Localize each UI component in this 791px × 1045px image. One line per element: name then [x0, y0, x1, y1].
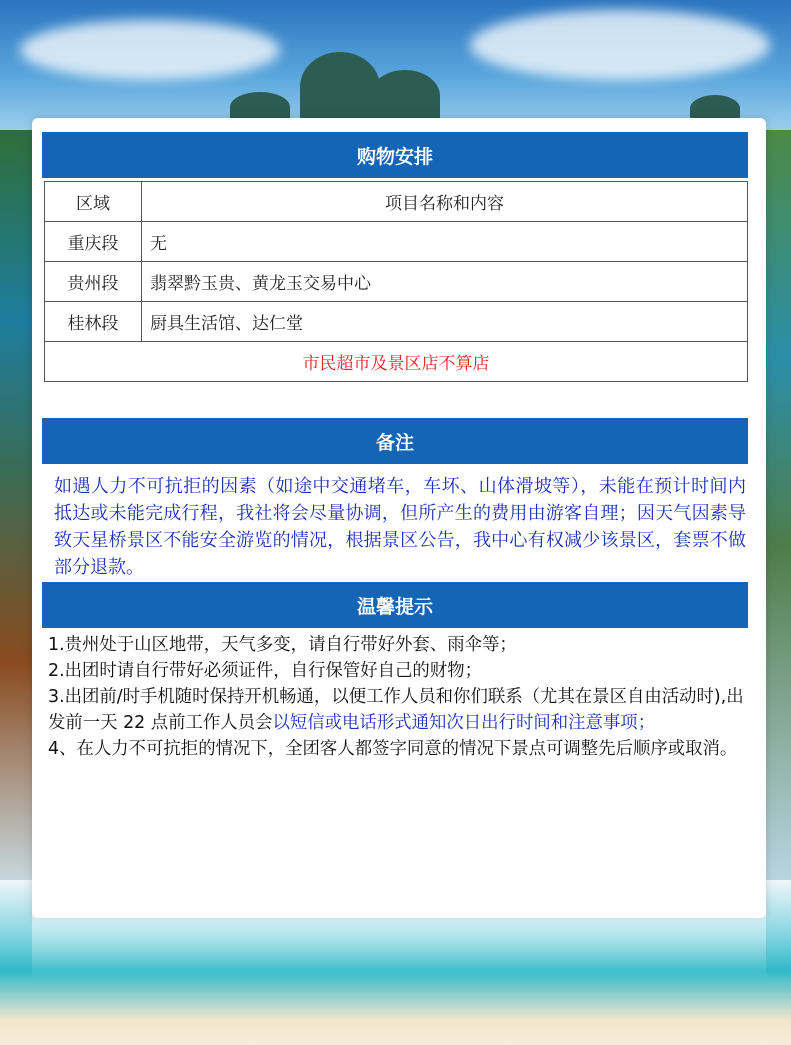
remarks-section-title: 备注 — [42, 418, 748, 464]
background-cloud — [470, 10, 770, 80]
row-region: 贵州段 — [45, 262, 142, 302]
row-region: 桂林段 — [45, 302, 142, 342]
row-content: 无 — [142, 222, 748, 262]
tips-section-title: 温馨提示 — [42, 582, 748, 628]
remarks-text: 如遇人力不可抗拒的因素（如途中交通堵车，车坏、山体滑坡等），未能在预计时间内抵达或未能完成行程，我社将会尽量协调，但所产生的费用由游客自理；因天气因素导致天星桥景区不能安全游览的情况，根据景区公告，我中心有权减少该景区，套票不做部分退款。 — [54, 476, 746, 578]
table-row — [45, 222, 748, 262]
row-content: 翡翠黔玉贵、黄龙玉交易中心 — [142, 262, 748, 302]
tips-list — [48, 632, 748, 762]
tip-item — [48, 684, 748, 736]
row-content: 厨具生活馆、达仁堂 — [142, 302, 748, 342]
tip-item: 2.出团时请自行带好必须证件，自行保管好自己的财物； — [48, 661, 482, 681]
shopping-note: 市民超市及景区店不算店 — [45, 342, 748, 382]
table-header-row — [45, 182, 748, 222]
tip-item: 4、在人力不可抗拒的情况下，全团客人都签字同意的情况下景点可调整先后顺序或取消。 — [48, 739, 738, 759]
background-mountain — [370, 70, 440, 122]
table-row — [45, 302, 748, 342]
table-note-row — [45, 342, 748, 382]
background-cloud — [20, 20, 280, 80]
header-region: 区域 — [45, 182, 142, 222]
content-card-fade — [32, 860, 766, 980]
background-mountain — [300, 52, 380, 122]
table-row — [45, 262, 748, 302]
tip-item: 1.贵州处于山区地带，天气多变，请自行带好外套、雨伞等； — [48, 635, 517, 655]
tip-item-highlight: 以短信或电话形式通知次日出行时间和注意事项； — [272, 713, 656, 733]
header-content: 项目名称和内容 — [142, 182, 748, 222]
shopping-table — [44, 181, 748, 382]
tip-item-text: 3.出团前/时手机随时保持开机畅通，以便工作人员和你们联系（尤其在景区自由活动时),出发前一天 22 点前工作人员会 — [48, 687, 744, 733]
shopping-section-title: 购物安排 — [42, 132, 748, 178]
row-region: 重庆段 — [45, 222, 142, 262]
